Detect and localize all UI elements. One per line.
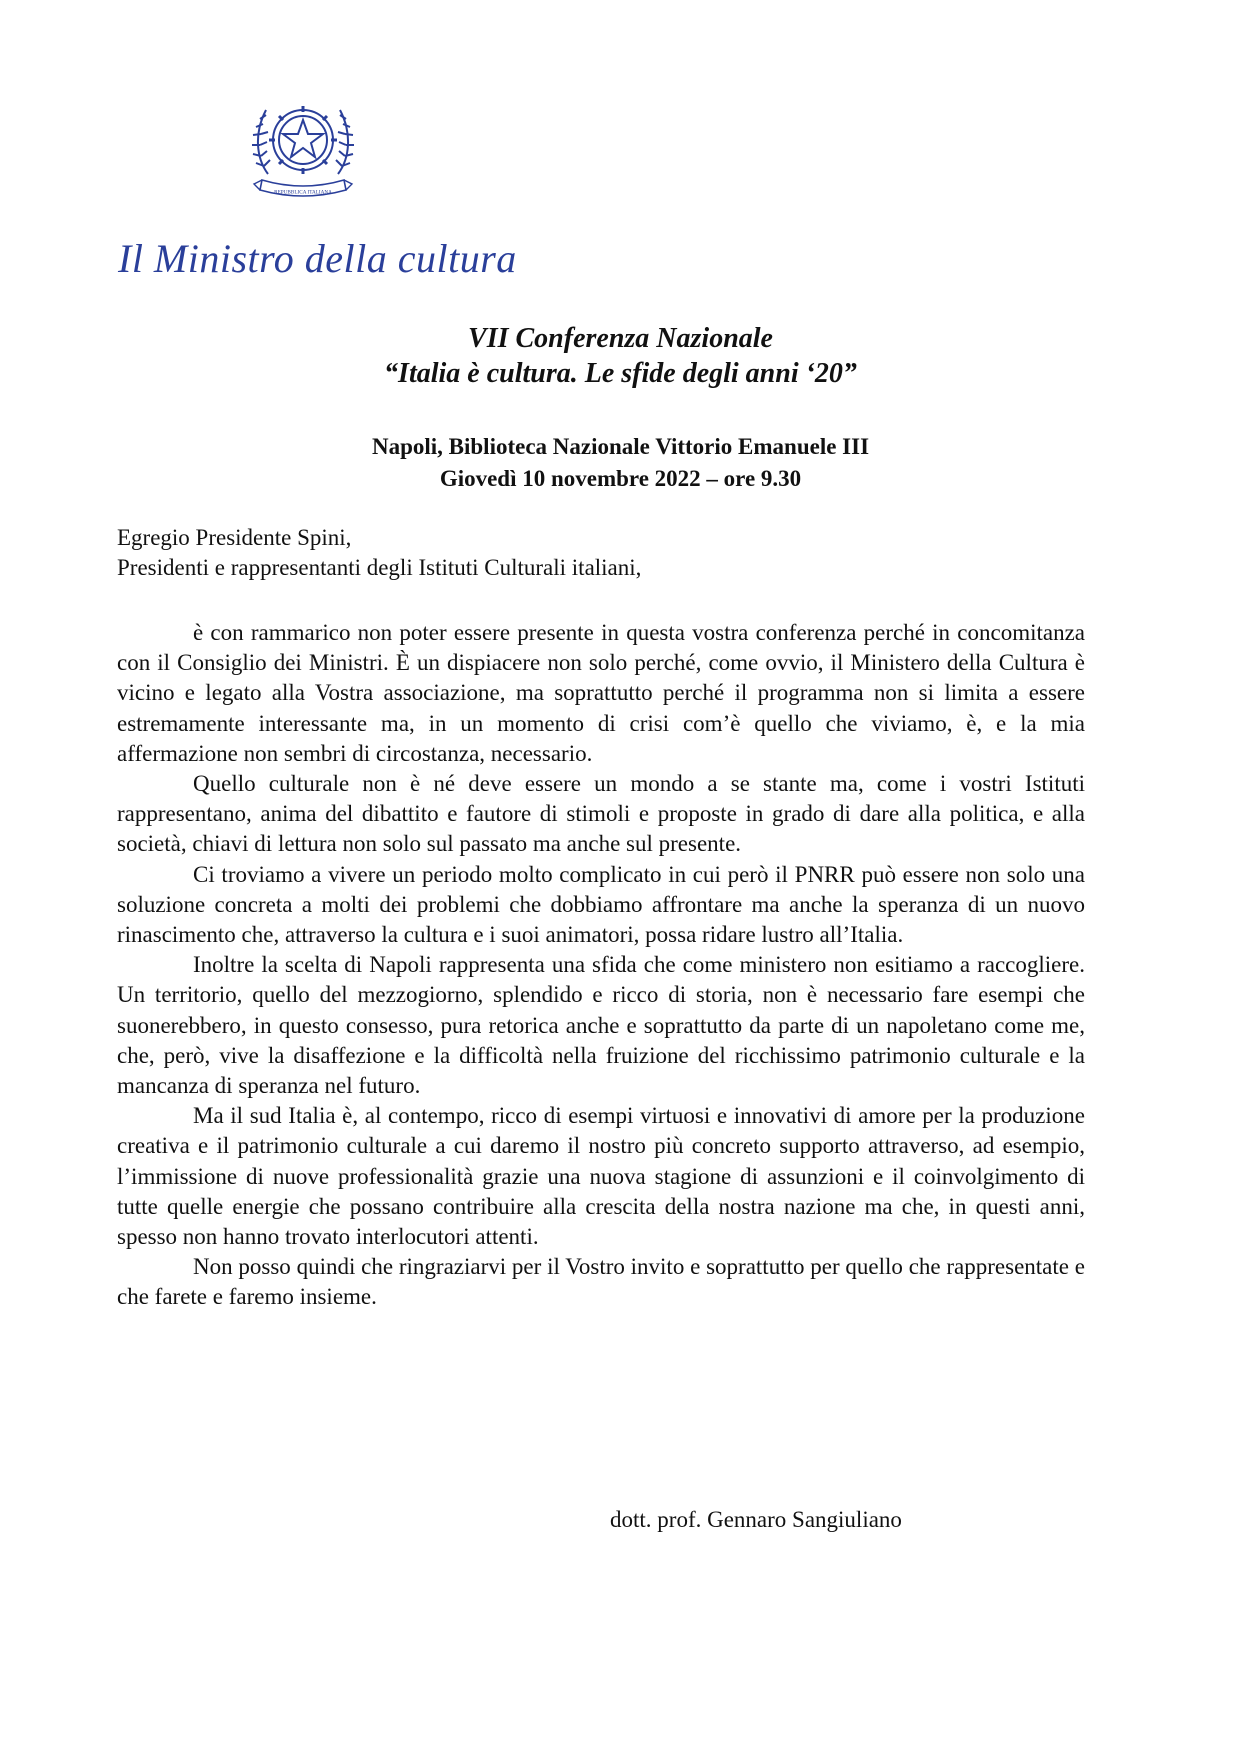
emblem-ribbon-text: REPUBBLICA ITALIANA xyxy=(274,189,332,196)
body-paragraph: Quello culturale non è né deve essere un mondo a se stante ma, come i vostri Istituti rappresentano, anima del dibattito e fautore di stimoli e proposte in grado di dare alla politica, e alla società, chiavi di lettura non solo sul passato ma anche sul presente. xyxy=(117,771,1085,857)
greeting-line-2: Presidenti e rappresentanti degli Istituti Culturali italiani, xyxy=(117,555,642,580)
body-paragraph: Non posso quindi che ringraziarvi per il Vostro invito e soprattutto per quello che rappresentate e che farete e faremo insieme. xyxy=(117,1254,1085,1310)
conference-title: VII Conferenza Nazionale xyxy=(468,323,773,354)
conference-subtitle: “Italia è cultura. Le sfide degli anni ‘20” xyxy=(384,358,857,389)
ministry-script-title: Il Ministro della cultura xyxy=(118,236,517,281)
body-paragraph: Ma il sud Italia è, al contempo, ricco di esempi virtuosi e innovativi di amore per la produzione creativa e il patrimonio culturale a cui daremo il nostro più concreto supporto attraverso, ad esempio, l’immissione di nuove professionalità grazie una nuova stagione di assunzioni e il coinvolgimento di tutte quelle energie che possano contribuire alla crescita della nostra nazione ma che, in questi anni, spesso non hanno trovato interlocutori attenti. xyxy=(117,1103,1085,1250)
body-paragraph: Inoltre la scelta di Napoli rappresenta una sfida che come ministero non esitiamo a raccogliere. Un territorio, quello del mezzogiorno, splendido e ricco di storia, non è necessario fare esempi che suonerebbero, in questo consesso, pura retorica anche e soprattutto da parte di un napoletano come me, che, però, vive la disaffezione e la difficoltà nella fruizione del ricchissimo patrimonio culturale e la mancanza di speranza nel futuro. xyxy=(117,952,1085,1099)
venue-date-time: Giovedì 10 novembre 2022 – ore 9.30 xyxy=(439,466,802,491)
body-paragraph: è con rammarico non poter essere presente in questa vostra conferenza perché in concomitanza con il Consiglio dei Ministri. È un dispiacere non solo perché, come ovvio, il Ministero della Cultura è vicino e legato alla Vostra associazione, ma soprattutto perché il programma non si limita a essere estremamente interessante ma, in un momento di crisi com’è quello che viviamo, è, e la mia affermazione non sembri di circostanza, necessario. xyxy=(117,620,1085,766)
body-paragraph: Ci troviamo a vivere un periodo molto complicato in cui però il PNRR può essere non solo una soluzione concreta a molti dei problemi che dobbiamo affrontare ma anche la speranza di un nuovo rinascimento che, attraverso la cultura e i suoi animatori, possa ridare lustro all’Italia. xyxy=(117,861,1085,948)
venue-location: Napoli, Biblioteca Nazionale Vittorio Emanuele III xyxy=(371,434,870,459)
letter-body xyxy=(117,618,1085,1313)
signature: dott. prof. Gennaro Sangiuliano xyxy=(610,1507,902,1532)
italian-republic-emblem-icon xyxy=(248,88,358,206)
greeting-line-1: Egregio Presidente Spini, xyxy=(117,525,352,550)
